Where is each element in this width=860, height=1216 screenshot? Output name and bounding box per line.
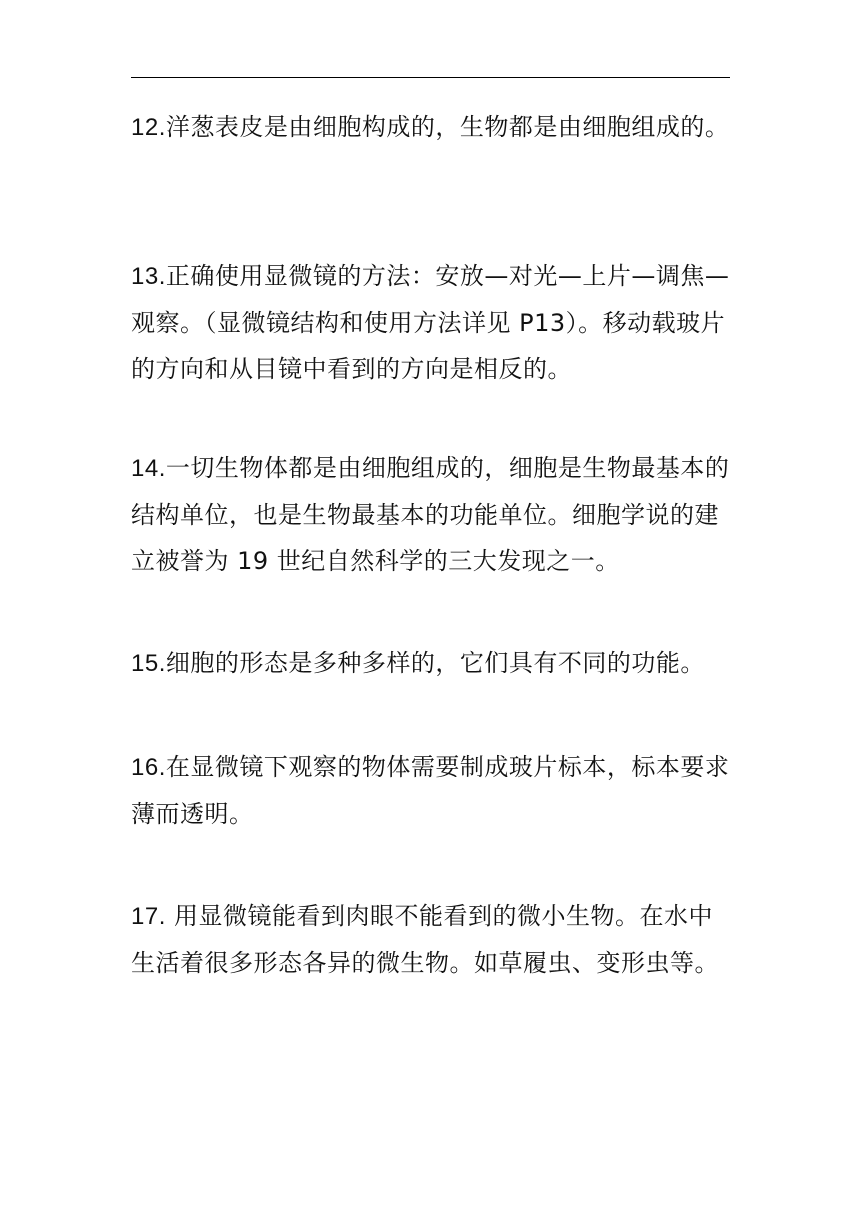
- item-number: 12.: [131, 114, 166, 141]
- list-item-17: [131, 893, 731, 986]
- item-number: 16.: [131, 754, 166, 781]
- item-text: 在显微镜下观察的物体需要制成玻片标本，标本要求薄而透明。: [131, 753, 730, 828]
- item-text: 细胞的形态是多种多样的，它们具有不同的功能。: [165, 649, 705, 677]
- item-text: 洋葱表皮是由细胞构成的，生物都是由细胞组成的。: [165, 113, 730, 141]
- item-number: 15.: [131, 650, 166, 677]
- list-item-12: [131, 104, 731, 151]
- list-item-16: [131, 744, 731, 837]
- list-item-14: [131, 445, 731, 584]
- item-number: 14.: [131, 455, 166, 482]
- item-number: 17.: [131, 903, 166, 930]
- header-rule: [131, 77, 730, 78]
- item-text: 正确使用显微镜的方法：安放—对光—上片—调焦—观察。（显微镜结构和使用方法详见 P13）。移动载玻片的方向和从目镜中看到的方向是相反的。: [131, 262, 730, 383]
- list-item-13: [131, 253, 731, 392]
- item-text: 用显微镜能看到肉眼不能看到的微小生物。在水中生活着很多形态各异的微生物。如草履虫、变形虫等。: [131, 902, 719, 977]
- list-item-15: [131, 640, 731, 687]
- item-text: 一切生物体都是由细胞组成的，细胞是生物最基本的结构单位，也是生物最基本的功能单位。细胞学说的建立被誉为 19 世纪自然科学的三大发现之一。: [131, 454, 730, 575]
- item-number: 13.: [131, 263, 166, 290]
